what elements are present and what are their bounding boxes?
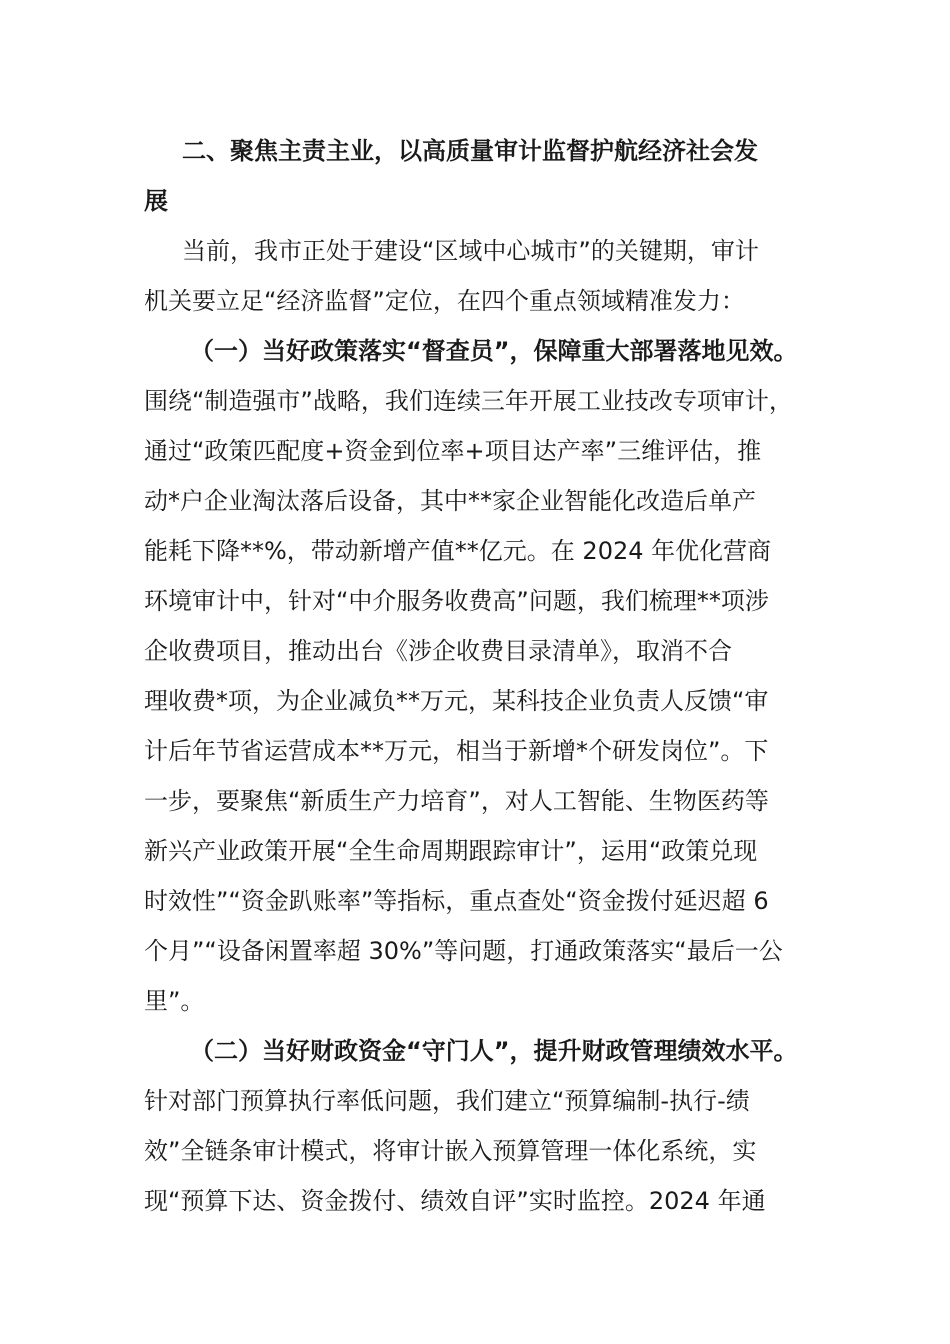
subsection-1-line: 动*户企业淘汰落后设备，其中**家企业智能化改造后单产 <box>144 487 756 515</box>
subsection-1-heading: （一）当好政策落实“督查员”，保障重大部署落地见效。 <box>190 337 798 365</box>
subsection-1-line: 个月”“设备闲置率超 30%”等问题，打通政策落实“最后一公 <box>144 937 783 965</box>
section-heading-line-2: 展 <box>144 187 168 215</box>
subsection-1-line: 理收费*项，为企业减负**万元，某科技企业负责人反馈“审 <box>144 687 769 715</box>
subsection-2-heading: （二）当好财政资金“守门人”，提升财政管理绩效水平。 <box>190 1037 798 1065</box>
subsection-2-line: 现“预算下达、资金拨付、绩效自评”实时监控。2024 年通 <box>144 1187 766 1215</box>
subsection-1-line: 企收费项目，推动出台《涉企收费目录清单》，取消不合 <box>144 637 732 665</box>
subsection-1-line: 能耗下降**%，带动新增产值**亿元。在 2024 年优化营商 <box>144 537 772 565</box>
subsection-1-line: 一步，要聚焦“新质生产力培育”，对人工智能、生物医药等 <box>144 787 769 815</box>
section-heading-line-1: 二、聚焦主责主业，以高质量审计监督护航经济社会发 <box>182 137 758 165</box>
subsection-1-line: 通过“政策匹配度+资金到位率+项目达产率”三维评估，推 <box>144 437 762 465</box>
intro-line-1: 当前，我市正处于建设“区域中心城市”的关键期，审计 <box>182 237 759 265</box>
subsection-1-line: 里”。 <box>144 987 205 1015</box>
subsection-2-line: 效”全链条审计模式，将审计嵌入预算管理一体化系统，实 <box>144 1137 757 1165</box>
subsection-2-line: 针对部门预算执行率低问题，我们建立“预算编制-执行-绩 <box>144 1087 750 1115</box>
intro-line-2: 机关要立足“经济监督”定位，在四个重点领域精准发力： <box>144 287 745 315</box>
subsection-1-line: 围绕“制造强市”战略，我们连续三年开展工业技改专项审计， <box>144 387 793 415</box>
document-page <box>144 126 806 1226</box>
subsection-1-line: 环境审计中，针对“中介服务收费高”问题，我们梳理**项涉 <box>144 587 769 615</box>
subsection-1-line: 时效性”“资金趴账率”等指标，重点查处“资金拨付延迟超 6 <box>144 887 769 915</box>
subsection-1-line: 计后年节省运营成本**万元，相当于新增*个研发岗位”。下 <box>144 737 769 765</box>
subsection-1-line: 新兴产业政策开展“全生命周期跟踪审计”，运用“政策兑现 <box>144 837 758 865</box>
